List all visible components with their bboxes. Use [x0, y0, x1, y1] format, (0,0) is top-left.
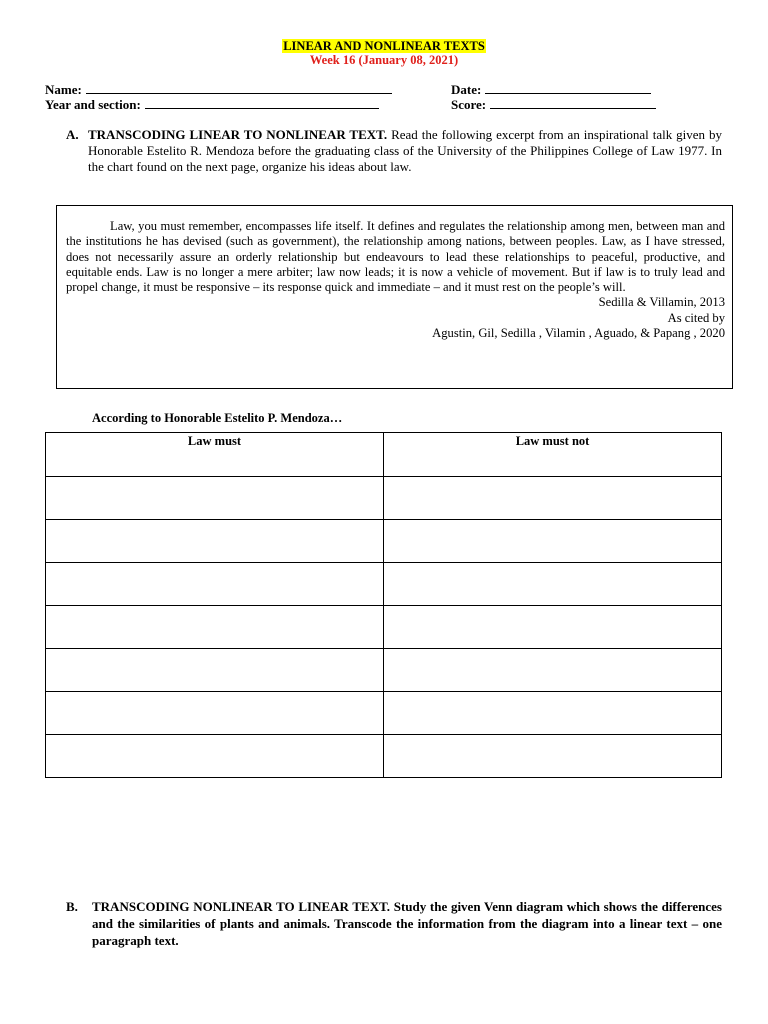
score-blank[interactable] — [490, 97, 656, 109]
table-row — [46, 735, 722, 778]
table-cell[interactable] — [384, 563, 722, 606]
section-b-letter: B. — [66, 899, 78, 914]
week-subtitle: Week 16 (January 08, 2021) — [309, 53, 459, 67]
table-row — [46, 692, 722, 735]
table-cell[interactable] — [46, 477, 384, 520]
table-cell[interactable] — [46, 735, 384, 778]
table-cell[interactable] — [46, 563, 384, 606]
table-row — [46, 649, 722, 692]
date-blank[interactable] — [485, 82, 651, 94]
year-section-blank[interactable] — [145, 97, 379, 109]
section-a-instruction: Read the following excerpt from an inspirational talk given by Honorable Estelito R. Mendoza before the graduating class of the University of the Philippines College of Law 1977. In the chart found on the next page, organize his ideas about law. — [88, 127, 723, 174]
name-field — [45, 82, 392, 97]
section-a — [66, 127, 722, 175]
table-cell[interactable] — [384, 520, 722, 563]
score-field — [451, 97, 656, 112]
name-blank[interactable] — [86, 82, 392, 94]
section-a-heading: TRANSCODING LINEAR TO NONLINEAR TEXT. — [88, 127, 388, 142]
table-cell[interactable] — [46, 649, 384, 692]
table-cell[interactable] — [384, 606, 722, 649]
name-label: Name: — [45, 82, 82, 97]
citation-line-1: Sedilla & Villamin, 2013 — [598, 295, 725, 310]
year-section-field — [45, 97, 379, 112]
year-section-label: Year and section: — [45, 97, 141, 112]
table-cell[interactable] — [46, 692, 384, 735]
table-row — [46, 520, 722, 563]
table-row — [46, 563, 722, 606]
table-cell[interactable] — [46, 520, 384, 563]
table-cell[interactable] — [384, 735, 722, 778]
excerpt — [66, 219, 725, 341]
section-b — [66, 898, 722, 949]
chart-intro: According to Honorable Estelito P. Mendoza… — [92, 411, 343, 425]
table-row — [46, 477, 722, 520]
table-cell[interactable] — [384, 692, 722, 735]
table-cell[interactable] — [384, 477, 722, 520]
table-cell[interactable] — [384, 649, 722, 692]
section-b-text: TRANSCODING NONLINEAR TO LINEAR TEXT. Study the given Venn diagram which shows the differences and the similarities of plants and animals. Transcode the information from the diagram into a linear text – one paragraph text. — [92, 899, 722, 948]
column-header-law-must: Law must — [46, 433, 384, 477]
column-header-law-must-not: Law must not — [384, 433, 722, 477]
date-field — [451, 82, 651, 97]
score-label: Score: — [451, 97, 487, 112]
worksheet-title: LINEAR AND NONLINEAR TEXTS — [283, 39, 485, 53]
date-label: Date: — [451, 82, 482, 97]
citation-line-3: Agustin, Gil, Sedilla , Vilamin , Aguado, & Papang , 2020 — [432, 326, 725, 341]
law-chart-table — [45, 432, 722, 778]
table-cell[interactable] — [46, 606, 384, 649]
citation-line-2: As cited by — [667, 310, 725, 325]
excerpt-text: Law, you must remember, encompasses life itself. It defines and regulates the relationship among men, between man and the institutions he has devised (such as government), the relationship among nations, between peoples. Law, as I have stressed, does not necessarily assure an orderly relationship but endeavours to lead these relationships to peaceful, productive, and equitable ends. Law is no longer a mere arbiter; law now leads; it is now a vehicle of movement. But if law is to truly lead and propel change, it must be responsive – its response quick and immediate – and it must rest on the people’s will. — [66, 219, 725, 295]
table-header-row — [46, 433, 722, 477]
table-row — [46, 606, 722, 649]
section-a-letter: A. — [66, 127, 79, 142]
